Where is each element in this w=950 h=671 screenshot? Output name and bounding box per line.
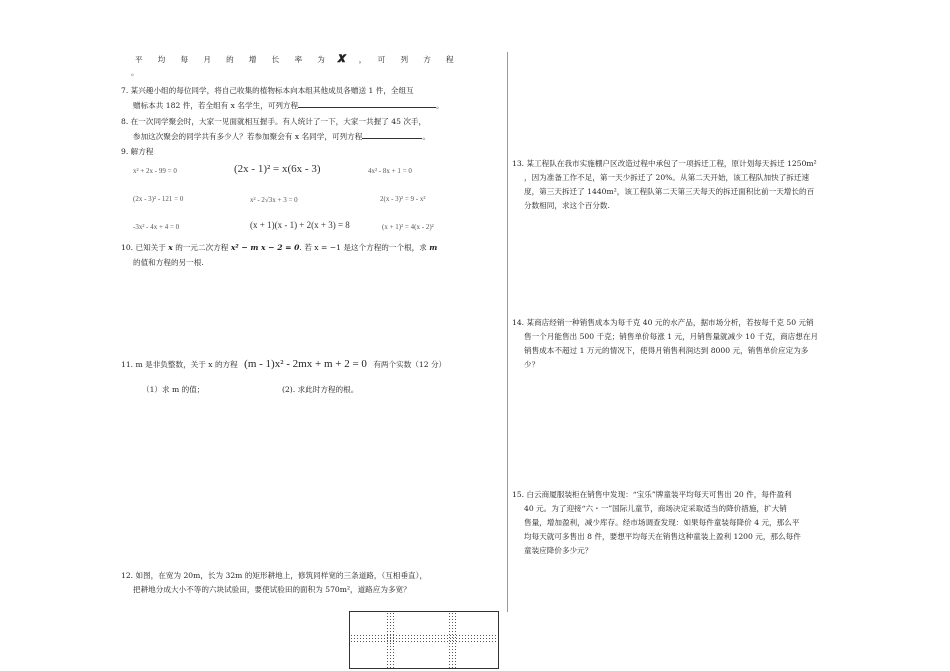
q15-line2: 40 元。为了迎接“六・一”国际儿童节，商场决定采取适当的降价措施，扩大销 <box>524 504 787 513</box>
q15-line1: 15. 白云商厦服装柜在销售中发现：“宝乐”牌童装平均每天可售出 20 件，每件盈利 <box>512 490 792 499</box>
q14-line2: 售一个月能售出 500 千克；销售单价每涨 1 元，月销售量就减少 10 千克，商店想在月 <box>524 332 819 341</box>
q11-text-a: 11. m 是非负整数，关于 x 的方程 <box>121 360 238 369</box>
q11-line1 <box>121 357 446 372</box>
q10-text-c: . 若 x = −1 是这个方程的一个根，求 <box>299 243 427 252</box>
q9-eq-4: (2x - 3)² - 121 = 0 <box>133 195 184 203</box>
q8-answer-blank[interactable] <box>362 129 422 139</box>
q9-eq-2: (2x - 1)² = x(6x - 3) <box>234 163 321 175</box>
q11-sub2: (2). 求此时方程的根。 <box>282 385 359 394</box>
q13-line4: 分数相同，求这个百分数. <box>524 201 610 210</box>
q7-answer-blank[interactable] <box>298 98 436 108</box>
q15-line4: 均每天就可多售出 8 件，要想平均每天在销售这种童装上盈利 1200 元，那么每件 <box>524 532 801 541</box>
road-horizontal <box>350 634 498 644</box>
q10-line1 <box>121 241 437 255</box>
road-vertical-right <box>448 612 458 668</box>
q10-line2: 的值和方程的另一根. <box>133 258 204 267</box>
q11-sub1: （1）求 m 的值； <box>142 385 205 394</box>
q6-line2: 。 <box>131 68 139 77</box>
column-divider <box>507 52 508 612</box>
q6-var-x: 𝒙 <box>337 50 347 66</box>
q6-text: 平 均 每 月 的 增 长 率 为 <box>135 55 325 64</box>
q9-eq-5: x² - 2√3x + 3 = 0 <box>250 196 298 204</box>
q8-line2-end: 。 <box>422 132 430 141</box>
q13-line3: 度，第三天拆迁了 1440m²，该工程队第二天第三天每天的拆迁面积比前一天增长的百 <box>524 187 815 196</box>
q10-var-m: m <box>429 243 438 252</box>
road-vertical-left <box>386 612 396 668</box>
q8-line1: 8. 在一次同学聚会时，大家一见面就相互握手。有人统计了一下，大家一共握了 45 次手， <box>121 117 427 126</box>
q14-line3: 销售成本不超过 1 万元的情况下，使得月销售利润达到 8000 元，销售单价应定为多 <box>524 346 809 355</box>
q15-line3: 售量，增加盈利，减少库存。经市场调查发现：如果每件童装每降价 4 元，那么平 <box>524 518 800 527</box>
q11-text-b: 有两个实数（12 分） <box>373 360 447 369</box>
q9-eq-9: (x + 1)² = 4(x - 2)² <box>382 223 434 231</box>
q14-line4: 少？ <box>524 360 540 369</box>
q9-eq-3: 4x² - 8x + 1 = 0 <box>368 167 412 175</box>
q12-line2: 把耕地分成大小不等的六块试验田，要使试验田的面积为 570m²，道路应为多宽？ <box>133 585 411 594</box>
q11-equation: (m - 1)x² - 2mx + m + 2 = 0 <box>244 358 367 370</box>
q7-line2-text: 赠标本共 182 件，若全组有 x 名学生，可列方程 <box>133 101 299 110</box>
q8-line2 <box>133 129 430 144</box>
q10-text-b: 的一元二次方程 <box>175 243 229 252</box>
q9-eq-1: x² + 2x - 99 = 0 <box>133 167 177 175</box>
q9-title: 9. 解方程 <box>121 147 154 156</box>
q7-line2 <box>133 98 444 113</box>
q7-line1: 7. 某兴趣小组的每位同学，将自己收集的植物标本向本组其他成员各赠送 1 件，全组互 <box>121 86 414 95</box>
q15-line5: 童装应降价多少元？ <box>524 546 593 555</box>
q7-line2-end: 。 <box>436 101 444 110</box>
q14-line1: 14. 某商店经销一种销售成本为每千克 40 元的水产品，据市场分析，若按每千克 50 元销 <box>512 318 814 327</box>
q13-line2: ，因为准备工作不足，第一天少拆迁了 20%。从第二天开始，该工程队加快了拆迁速 <box>524 173 810 182</box>
q9-eq-6: 2(x - 3)² = 9 - x² <box>380 195 426 203</box>
q13-line1: 13. 某工程队在我市实施棚户区改造过程中承包了一项拆迁工程，原计划每天拆迁 1250m² <box>512 159 817 168</box>
q10-text-a: 10. 已知关于 <box>121 243 166 252</box>
q6-line1 <box>135 51 454 67</box>
q10-var-x: x <box>168 243 173 252</box>
q9-eq-8: (x + 1)(x - 1) + 2(x + 3) = 8 <box>250 220 350 230</box>
q9-eq-7: -3x² - 4x + 4 = 0 <box>133 223 180 231</box>
q10-equation: x² − m x − 2 = 0 <box>230 243 300 252</box>
q12-field-figure <box>349 611 499 669</box>
q8-line2-text: 参加这次聚会的同学共有多少人？若参加聚会有 x 名同学，可列方程 <box>133 132 363 141</box>
q12-line1: 12. 如图，在宽为 20m，长为 32m 的矩形耕地上，修筑同样宽的三条道路，（互相垂直）， <box>121 571 428 580</box>
q6-text-end: ， 可 列 方 程 <box>358 55 454 64</box>
